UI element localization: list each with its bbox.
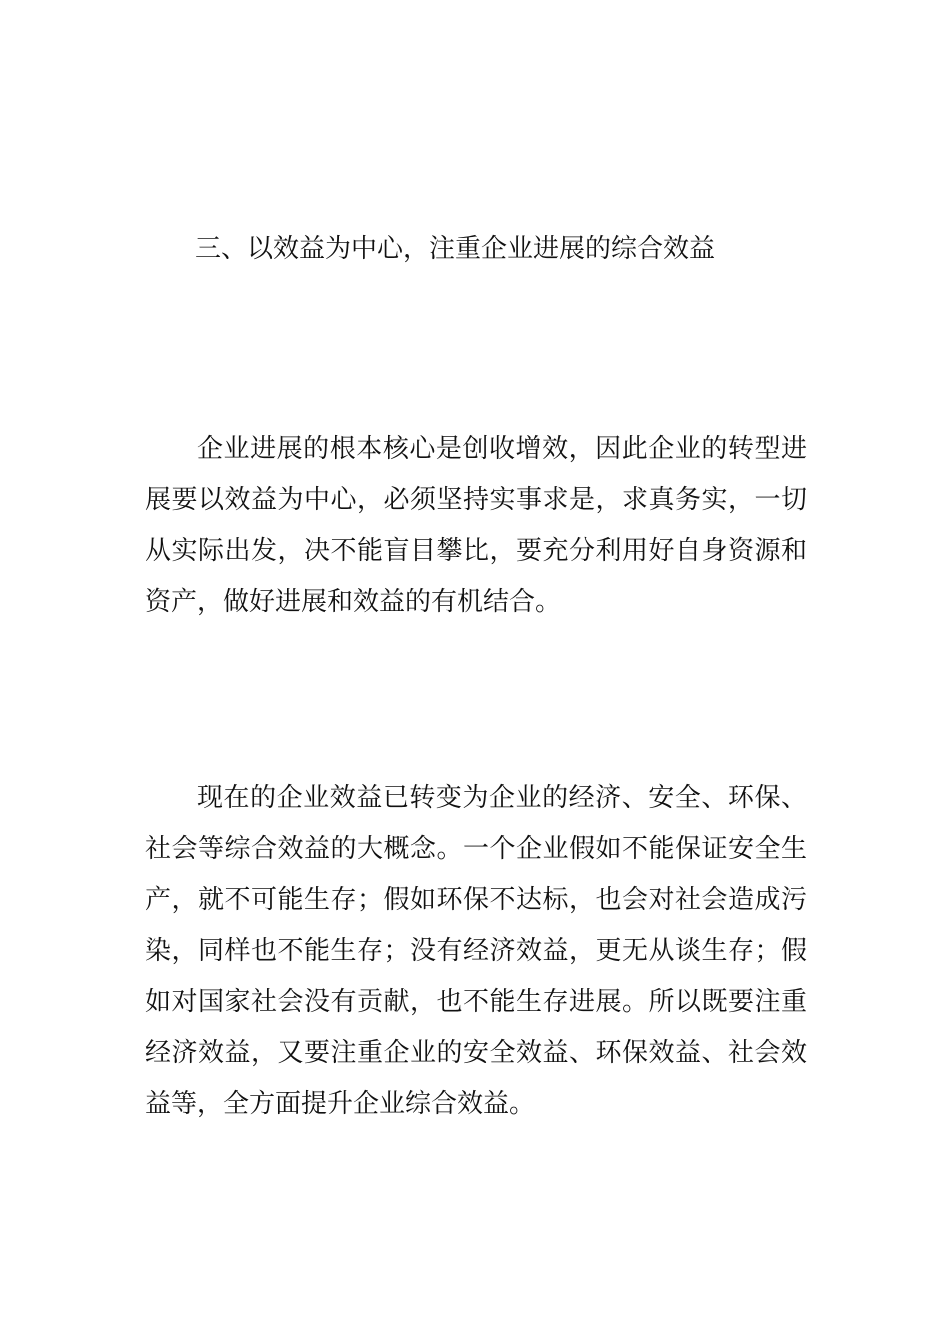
section-heading: 三、以效益为中心，注重企业进展的综合效益: [195, 234, 716, 264]
paragraph-2: 现在的企业效益已转变为企业的经济、安全、环保、社会等综合效益的大概念。一个企业假如不能保证安全生产，就不可能生存；假如环保不达标，也会对社会造成污染，同样也不能生存；没有经济效益，更无从谈生存；假如对国家社会没有贡献，也不能生存进展。所以既要注重经济效益，又要注重企业的安全效益、环保效益、社会效益等，全方面提升企业综合效益。: [145, 783, 807, 1119]
paragraph-1: 企业进展的根本核心是创收增效，因此企业的转型进展要以效益为中心，必须坚持实事求是，求真务实，一切从实际出发，决不能盲目攀比，要充分利用好自身资源和资产，做好进展和效益的有机结合。: [145, 434, 807, 617]
